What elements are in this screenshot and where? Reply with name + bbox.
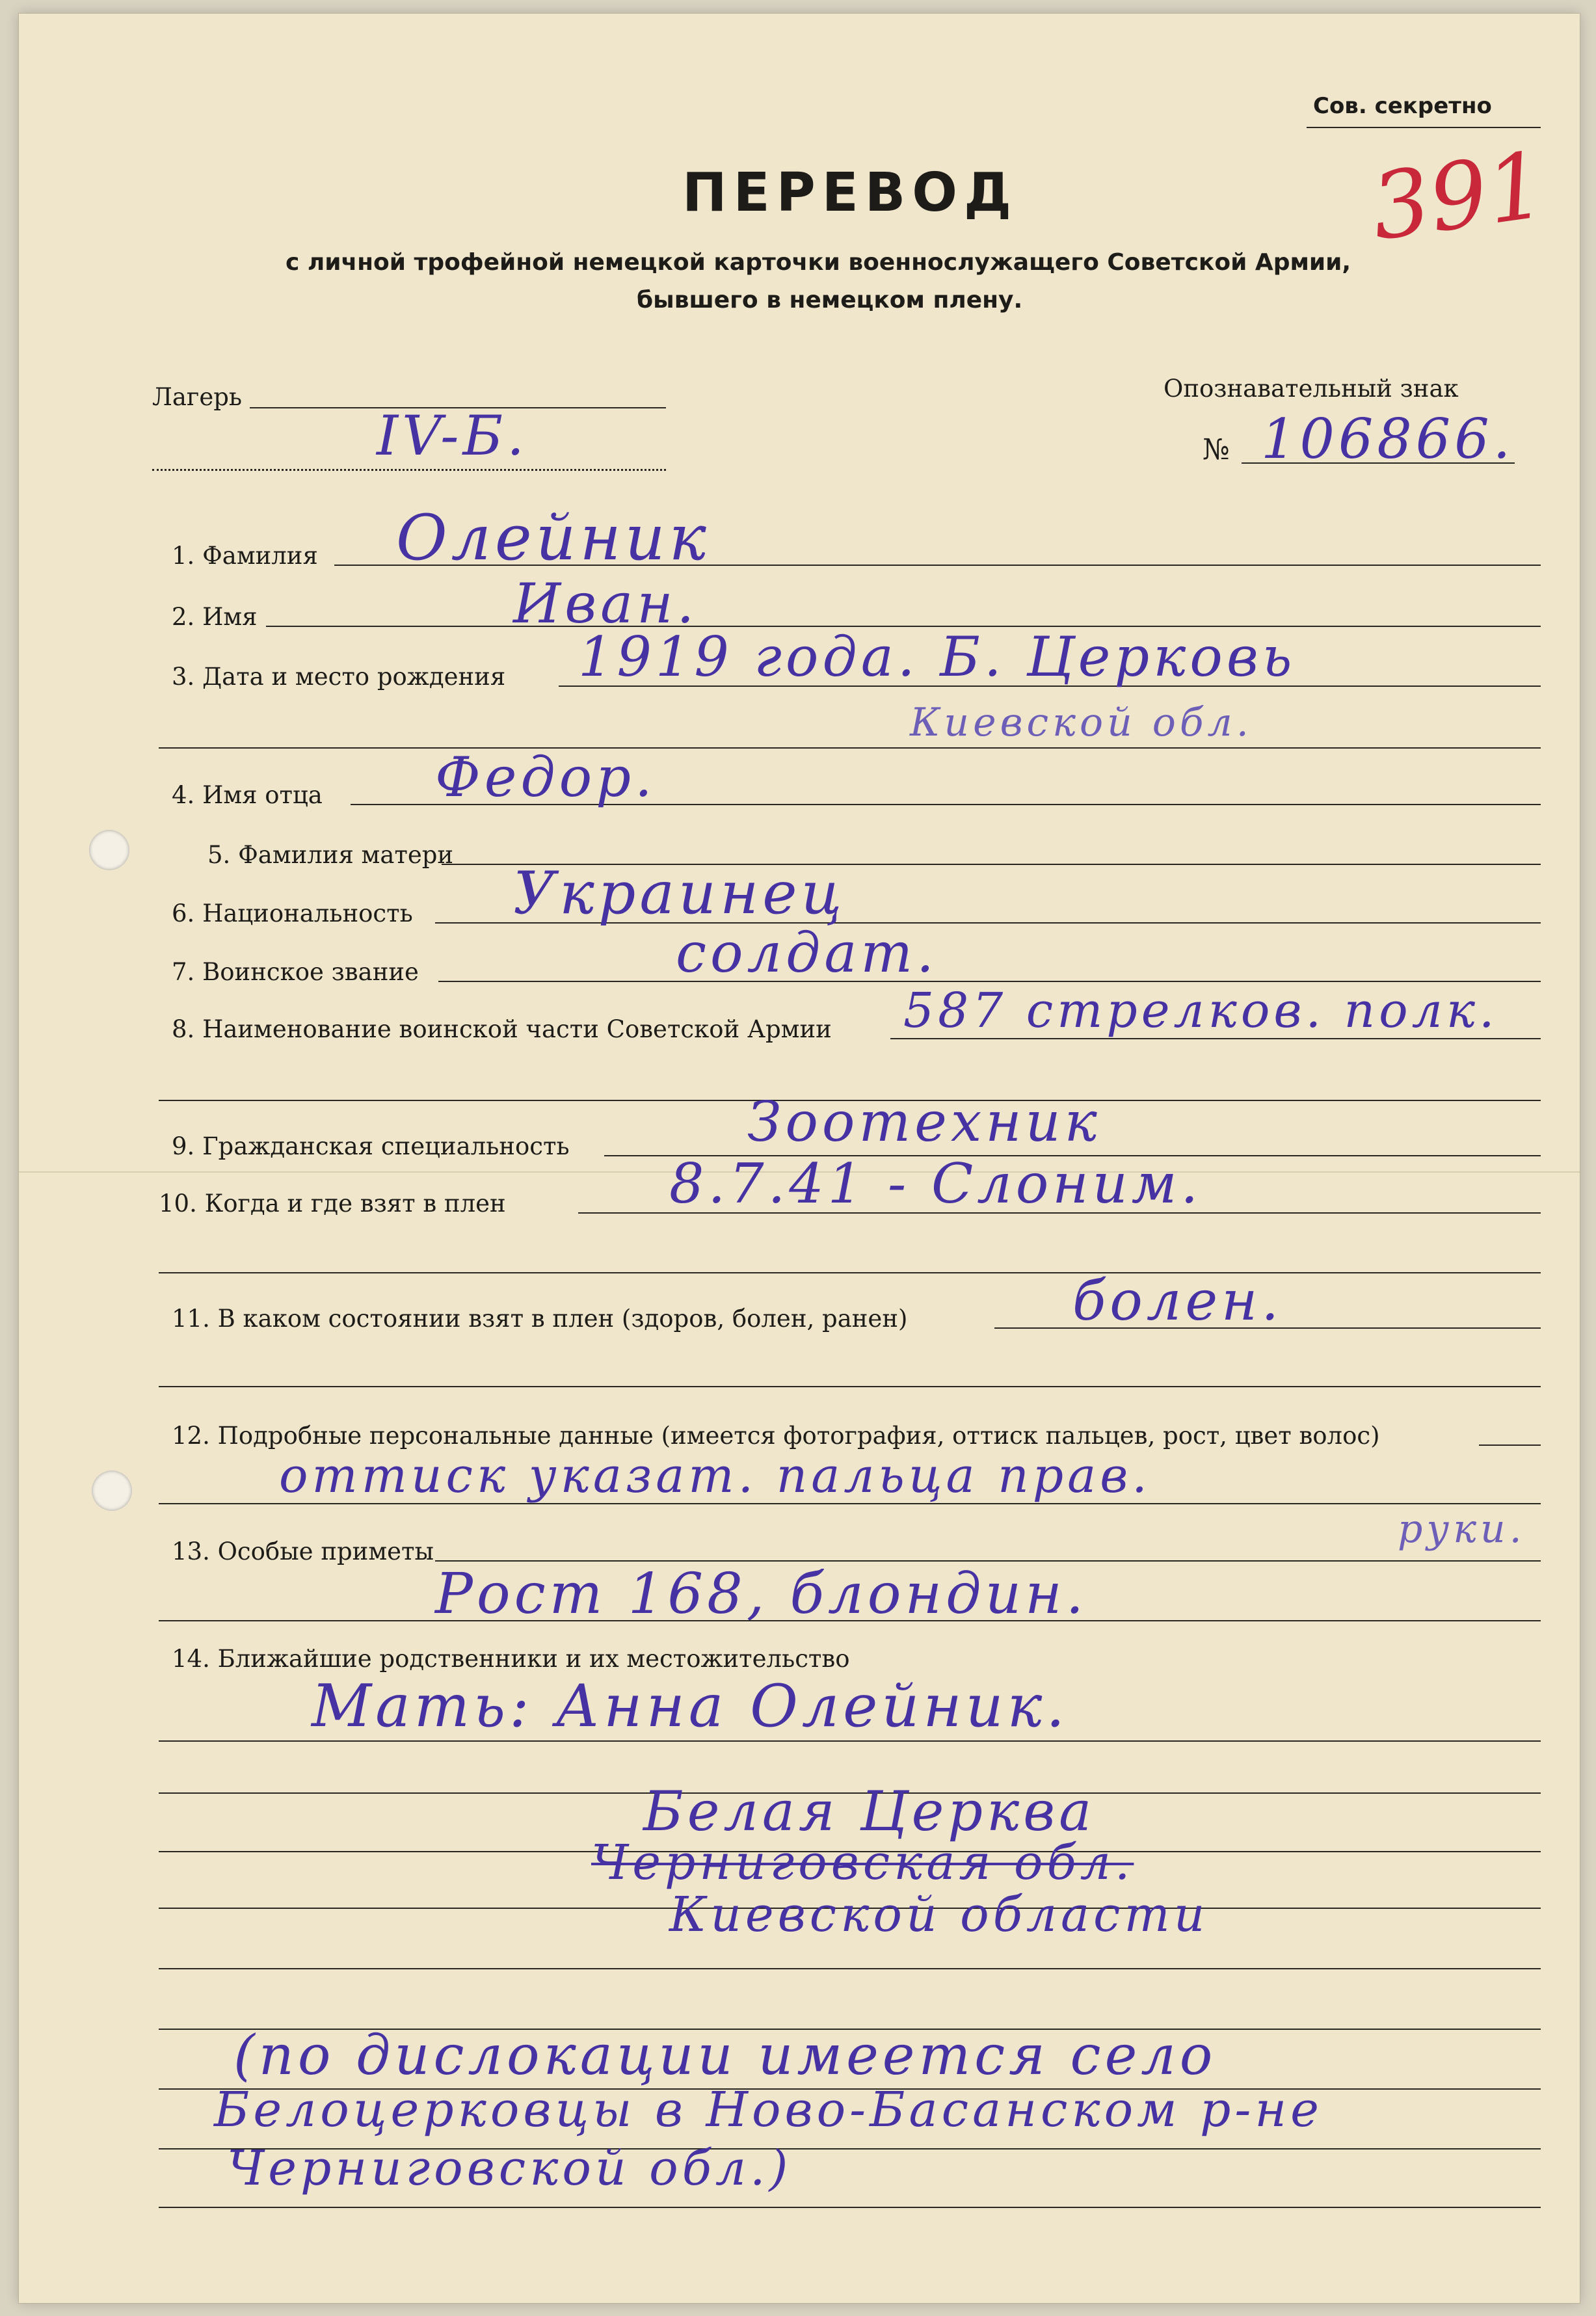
relatives-line-7: Черниговской обл.): [227, 2140, 792, 2196]
secrecy-label: Сов. секретно: [1313, 93, 1492, 119]
field-6-label: 6. Национальность: [172, 899, 413, 927]
secrecy-underline: [1307, 127, 1541, 128]
archive-number: 391: [1364, 132, 1552, 261]
field-9-value: Зоотехник: [747, 1090, 1101, 1154]
field-4-label: 4. Имя отца: [172, 781, 323, 809]
field-12-line-2: [159, 1503, 1541, 1504]
field-14-line-1: [159, 1740, 1541, 1742]
field-12-value: оттиск указат. пальца прав.: [279, 1448, 1151, 1504]
field-13-line-2: [159, 1620, 1541, 1621]
field-3-label: 3. Дата и место рождения: [172, 663, 506, 691]
field-11-label: 11. В каком состоянии взят в плен (здоров, болен, ранен): [172, 1305, 908, 1333]
field-13-value: Рост 168, блондин.: [435, 1562, 1088, 1627]
field-11-value: болен.: [1072, 1269, 1283, 1333]
punch-hole-bottom: [92, 1471, 132, 1511]
tag-label: Опознавательный знак: [1164, 375, 1459, 403]
field-1-value: Олейник: [396, 501, 710, 574]
field-8-value: 587 стрелков. полк.: [903, 983, 1498, 1039]
field-4-value: Федор.: [435, 745, 656, 809]
relatives-line-1: Мать: Анна Олейник.: [312, 1672, 1069, 1740]
relatives-line-4: Киевской области: [669, 1887, 1209, 1943]
camp-value: IV-Б.: [377, 404, 528, 468]
field-7-label: 7. Воинское звание: [172, 958, 419, 986]
relatives-line-5: (по дислокации имеется село: [233, 2023, 1217, 2087]
field-7-value: солдат.: [676, 921, 938, 985]
document-sheet: [18, 13, 1580, 2304]
field-2-label: 2. Имя: [172, 603, 258, 631]
field-12-label: 12. Подробные персональные данные (имеется фотография, оттиск пальцев, рост, цвет волос): [172, 1422, 1380, 1450]
field-13-label: 13. Особые приметы: [172, 1537, 434, 1565]
field-11-line-2: [159, 1386, 1541, 1387]
field-3-value-continued: Киевской обл.: [910, 700, 1253, 745]
field-9-label: 9. Гражданская специальность: [172, 1132, 570, 1160]
field-14-line-9: [159, 2207, 1541, 2208]
field-12-line: [1479, 1444, 1541, 1446]
field-12-value-continued: руки.: [1398, 1506, 1526, 1552]
tag-value: 106866.: [1261, 407, 1515, 471]
field-10-line-2: [159, 1272, 1541, 1273]
page-title: ПЕРЕВОД: [682, 162, 1018, 224]
field-3-value: 1919 года. Б. Церковь: [578, 625, 1296, 689]
field-5-label: 5. Фамилия матери: [207, 841, 454, 869]
field-10-value: 8.7.41 - Слоним.: [669, 1152, 1203, 1216]
tag-no-label: №: [1203, 433, 1230, 466]
camp-label: Лагерь: [152, 383, 243, 411]
field-10-label: 10. Когда и где взят в плен: [159, 1190, 506, 1218]
field-3-line-2: [159, 747, 1541, 749]
relatives-line-3-struck: Черниговская обл.: [591, 1835, 1134, 1891]
field-8-label: 8. Наименование воинской части Советской Армии: [172, 1015, 832, 1043]
punch-hole-top: [89, 830, 129, 870]
camp-dotted-line: [152, 469, 666, 471]
page-subtitle-line2: бывшего в немецком плену.: [637, 287, 1023, 313]
field-2-value: Иван.: [513, 572, 698, 635]
relatives-line-6: Белоцерковцы в Ново-Басанском р-не: [214, 2082, 1323, 2138]
field-14-line-5: [159, 1968, 1541, 1969]
page-subtitle-line1: с личной трофейной немецкой карточки военнослужащего Советской Армии,: [286, 249, 1351, 276]
field-14-label: 14. Ближайшие родственники и их местожительство: [172, 1645, 850, 1673]
relatives-line-2: Белая Церква: [643, 1779, 1096, 1843]
field-7-line: [438, 981, 1541, 982]
field-1-label: 1. Фамилия: [172, 542, 318, 570]
field-6-value: Украинец: [513, 859, 846, 927]
